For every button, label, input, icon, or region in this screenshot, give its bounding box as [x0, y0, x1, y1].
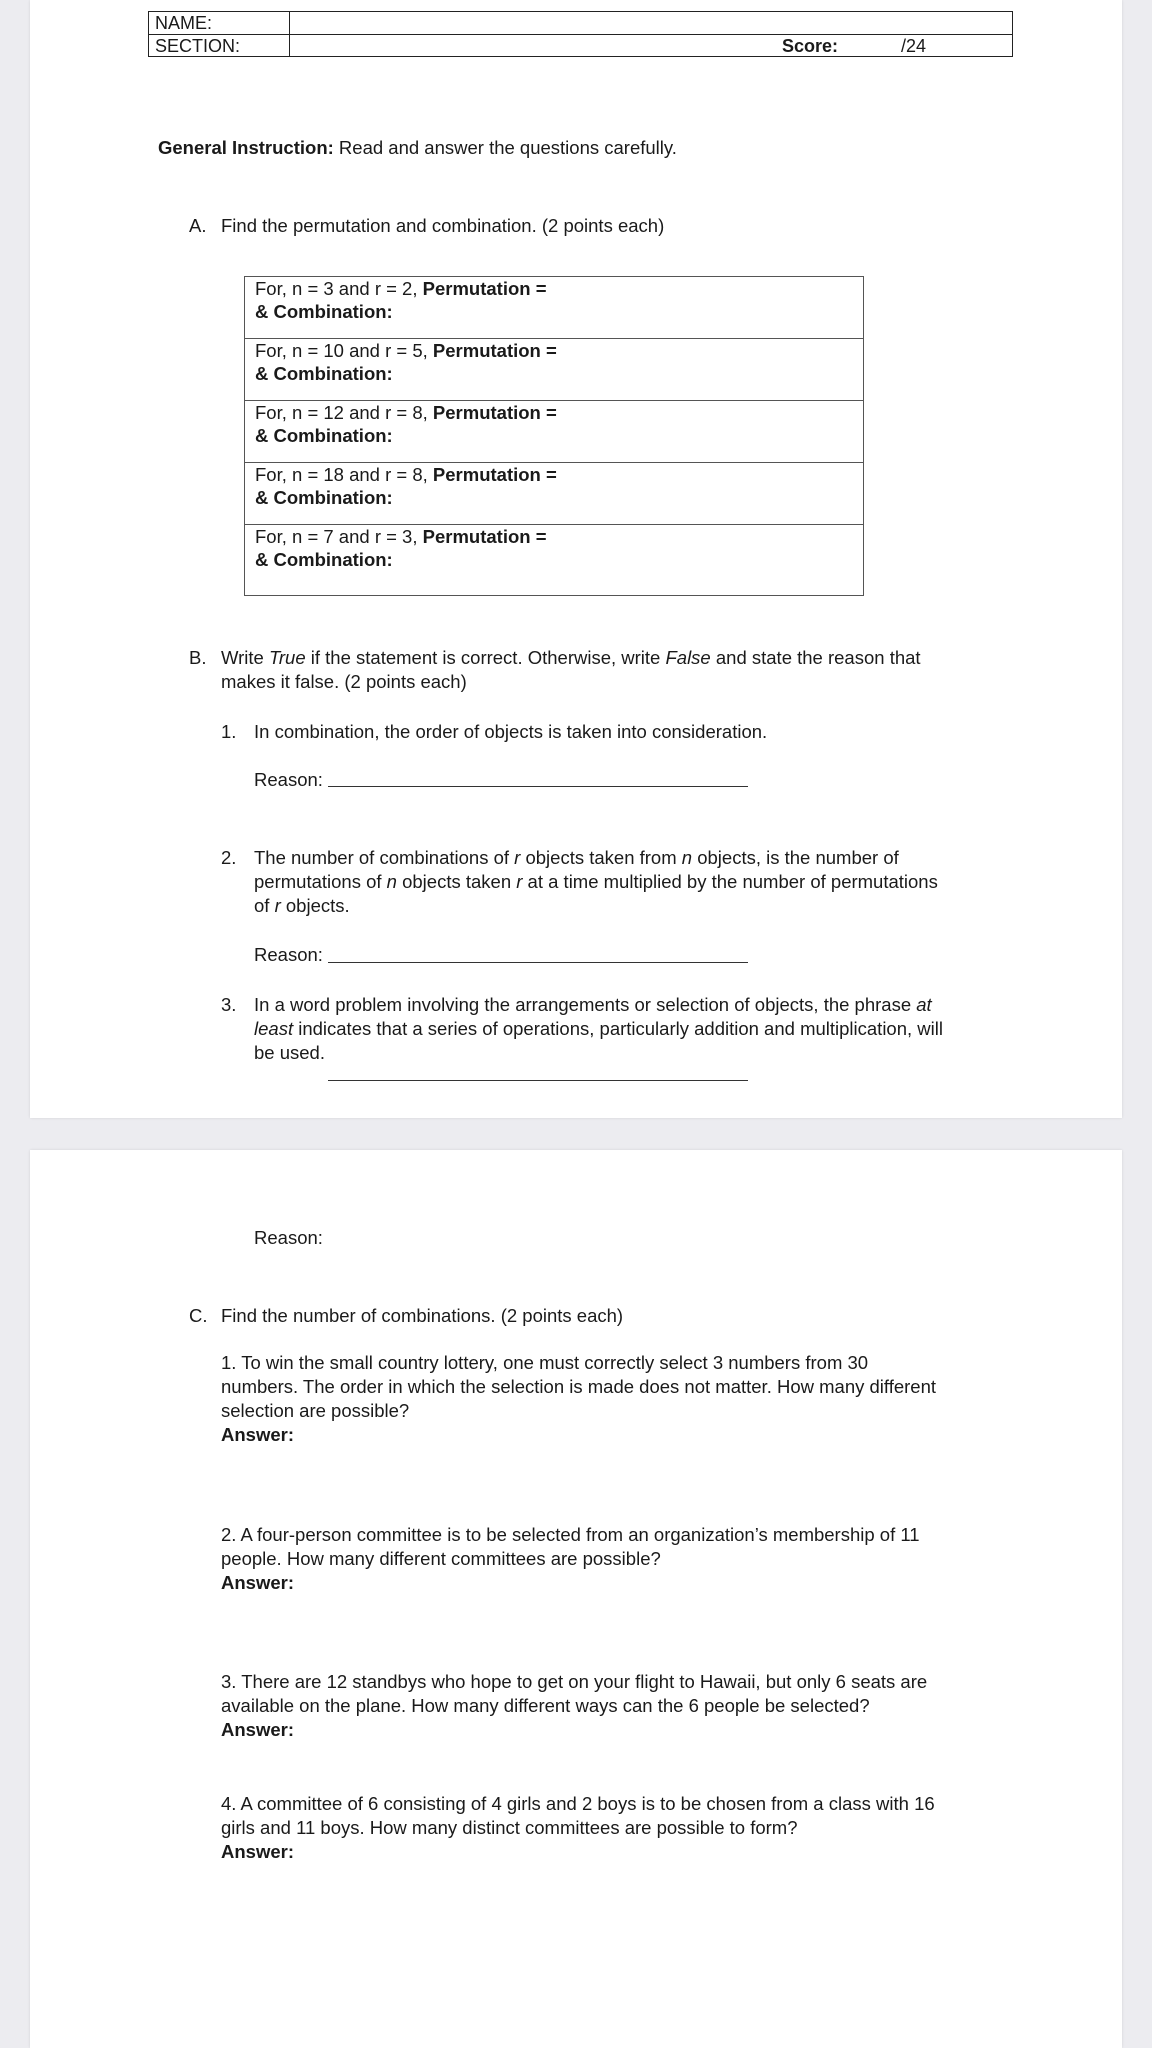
reason-answer-line[interactable] [328, 962, 748, 963]
part-b-letter: B. [189, 647, 207, 668]
row-prefix: For, n = 7 and r = 3, [255, 526, 423, 547]
answer-label: Answer: [221, 1841, 294, 1862]
combination-question-3 [221, 1670, 1051, 1742]
combination-label: & Combination: [255, 301, 393, 322]
section-row [149, 35, 1012, 57]
combination-label: & Combination: [255, 363, 393, 384]
text-run: people. How many different committees are possible? [221, 1548, 661, 1569]
text-run: at [916, 994, 932, 1015]
reason-answer-line[interactable] [328, 786, 748, 787]
text-run: objects taken [396, 871, 517, 892]
part-a-title: Find the permutation and combination. (2 points each) [221, 215, 665, 236]
score-label: Score: [782, 36, 839, 56]
text-run: False [665, 647, 711, 668]
answer-label: Answer: [221, 1572, 294, 1593]
text-run: and state the reason that [710, 647, 921, 668]
table-row [245, 525, 863, 595]
reason-label: Reason: [254, 769, 323, 790]
part-b-title [221, 646, 1041, 694]
text-run: be used. [254, 1042, 325, 1063]
instruction-text: Read and answer the questions carefully. [333, 137, 677, 158]
answer-label: Answer: [221, 1719, 294, 1740]
text-run: girls and 11 boys. How many distinct committees are possible to form? [221, 1817, 798, 1838]
text-run: of [254, 895, 275, 916]
text-run: True [268, 647, 306, 668]
instruction-label: General Instruction: [158, 137, 334, 158]
text-run: makes it false. (2 points each) [221, 671, 467, 692]
text-run: objects taken from [520, 847, 682, 868]
score-total: /24 [901, 36, 927, 56]
text-run: r [516, 871, 523, 892]
text-run: 3. There are 12 standbys who hope to get on your flight to Hawaii, but only 6 seats are [221, 1671, 928, 1692]
text-run: n [386, 871, 397, 892]
table-row [245, 401, 863, 463]
combination-label: & Combination: [255, 487, 393, 508]
text-run: r [514, 847, 521, 868]
header-divider [289, 12, 290, 56]
permutation-label: Permutation = [432, 340, 557, 361]
text-run: The number of combinations of [254, 847, 515, 868]
part-c-letter: C. [189, 1305, 208, 1326]
answer-label: Answer: [221, 1424, 294, 1445]
text-run: 1. To win the small country lottery, one must correctly select 3 numbers from 30 [221, 1352, 869, 1373]
text-run: at a time multiplied by the number of permutations [522, 871, 938, 892]
permutation-label: Permutation = [422, 526, 547, 547]
text-run: selection are possible? [221, 1400, 410, 1421]
combination-question-2 [221, 1523, 1051, 1595]
permutation-table [244, 276, 864, 596]
combination-label: & Combination: [255, 425, 393, 446]
combination-question-4 [221, 1792, 1051, 1864]
row-prefix: For, n = 18 and r = 8, [255, 464, 433, 485]
table-row [245, 339, 863, 401]
question-2-text [254, 846, 1044, 918]
worksheet-page-1 [30, 0, 1122, 1118]
text-run: objects. [280, 895, 350, 916]
text-run: available on the plane. How many different ways can the 6 people be selected? [221, 1695, 870, 1716]
question-3-number: 3. [221, 994, 237, 1015]
reason-label: Reason: [254, 1227, 323, 1248]
part-a-letter: A. [189, 215, 207, 236]
name-row [149, 12, 1012, 35]
question-2-number: 2. [221, 847, 237, 868]
table-row [245, 463, 863, 525]
general-instruction [158, 136, 677, 160]
permutation-label: Permutation = [432, 464, 557, 485]
permutation-label: Permutation = [422, 278, 547, 299]
text-run: 4. A committee of 6 consisting of 4 girls and 2 boys is to be chosen from a class with 16 [221, 1793, 935, 1814]
combination-question-1 [221, 1351, 1051, 1447]
question-1-number: 1. [221, 721, 237, 742]
combination-label: & Combination: [255, 549, 393, 570]
text-run: 2. A four-person committee is to be selected from an organization’s membership of 11 [221, 1524, 920, 1545]
row-prefix: For, n = 12 and r = 8, [255, 402, 433, 423]
row-prefix: For, n = 10 and r = 5, [255, 340, 433, 361]
reason-label: Reason: [254, 944, 323, 965]
text-run: permutations of [254, 871, 387, 892]
worksheet-page-2 [30, 1150, 1122, 2048]
text-run: numbers. The order in which the selection is made does not matter. How many different [221, 1376, 937, 1397]
permutation-label: Permutation = [432, 402, 557, 423]
text-run: In a word problem involving the arrangements or selection of objects, the phrase [254, 994, 917, 1015]
part-c-title: Find the number of combinations. (2 points each) [221, 1305, 624, 1326]
section-label: SECTION: [155, 36, 241, 56]
text-run: objects, is the number of [692, 847, 899, 868]
row-prefix: For, n = 3 and r = 2, [255, 278, 423, 299]
header-table [148, 11, 1013, 57]
name-label: NAME: [155, 13, 213, 33]
text-run: n [681, 847, 693, 868]
reason-answer-line[interactable] [328, 1080, 748, 1081]
question-1-text: In combination, the order of objects is taken into consideration. [254, 721, 768, 742]
text-run: if the statement is correct. Otherwise, write [305, 647, 666, 668]
text-run: least [254, 1018, 294, 1039]
text-run: Write [221, 647, 269, 668]
text-run: indicates that a series of operations, particularly addition and multiplication, will [293, 1018, 943, 1039]
question-3-text [254, 993, 1054, 1065]
text-run: r [274, 895, 281, 916]
table-row [245, 277, 863, 339]
